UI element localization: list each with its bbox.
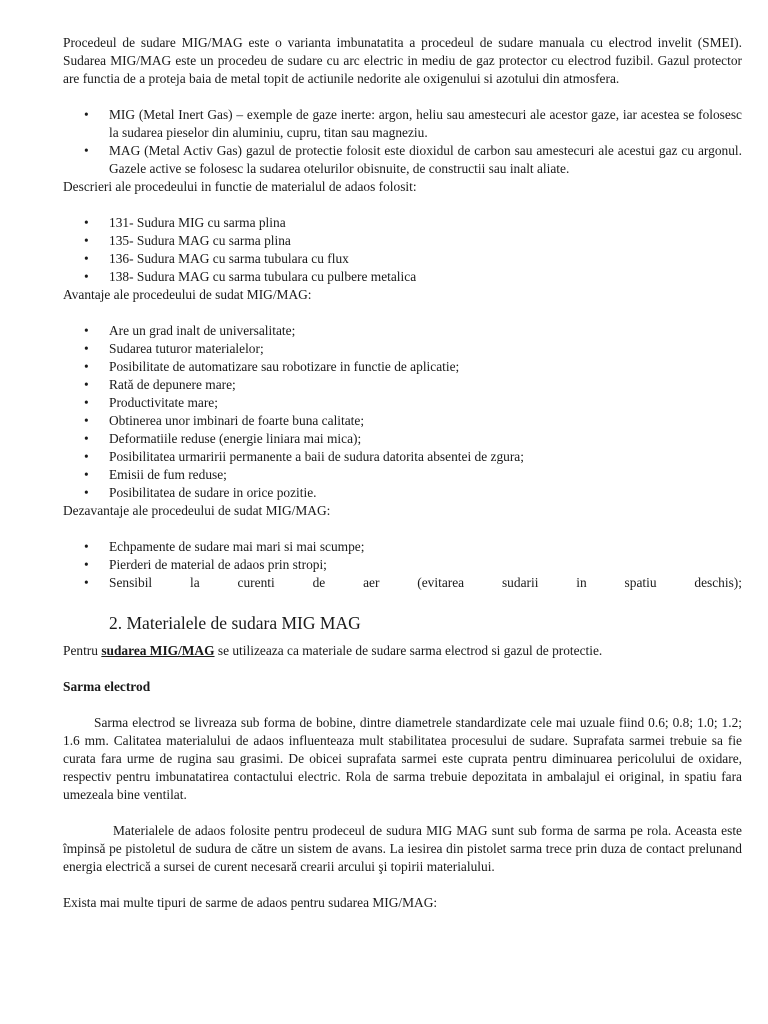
- list-item: • Echpamente de sudare mai mari si mai scumpe;: [63, 538, 742, 556]
- gas-types-list: [63, 106, 742, 178]
- list-item: • Pierderi de material de adaos prin stropi;: [63, 556, 742, 574]
- list-item: • Rată de depunere mare;: [63, 376, 742, 394]
- section-heading: 2. Materialele de sudara MIG MAG: [109, 613, 361, 633]
- descriptions-list: [63, 214, 742, 286]
- advantages-intro: Avantaje ale procedeului de sudat MIG/MAG:: [63, 287, 312, 302]
- paragraph-sarma-electrod: Sarma electrod se livreaza sub forma de bobine, dintre diametrele standardizate cele mai uzuale fiind 0.6; 0.8; 1.0; 1.2; 1.6 mm. Calitatea materialului de adaos influenteaza mult stabilitatea procesului de sudare. Suprafata sarmei trebuie sa fie curata fara urme de rugina sau grasimi. De obicei suprafata sarmei este cuprata pentru diminuarea pericolului de oxidare, respectiv pentru imbunatatirea contactului electric. Rola de sarma trebuie depozitata in ambalajul ei original, in spatiu fara umezeala bine ventilat.: [63, 715, 742, 802]
- list-item: • 135- Sudura MAG cu sarma plina: [63, 232, 742, 250]
- list-item: • Posibilitate de automatizare sau robotizare in functie de aplicatie;: [63, 358, 742, 376]
- document-page: [63, 34, 742, 912]
- paragraph-materiale-adaos: Materialele de adaos folosite pentru prodeceul de sudura MIG MAG sunt sub forma de sarma pe rola. Aceasta este împinsă pe pistoletul de sudura de către un sistem de avans. La iesirea din pistolet sarma trece prin duza de contact prelunand energia electrică a sursei de curent necesară crearii arcului şi topirii materialului.: [63, 823, 742, 874]
- advantages-list: [63, 322, 742, 502]
- list-item: • Deformatiile reduse (energie liniara mai mica);: [63, 430, 742, 448]
- list-item: • Productivitate mare;: [63, 394, 742, 412]
- list-item: • MIG (Metal Inert Gas) – exemple de gaze inerte: argon, heliu sau amestecuri ale acestor gaze, iar acestea se folosesc la sudarea pieselor din aluminiu, cupru, titan sau magneziu.: [63, 106, 742, 142]
- list-item: • Posibilitatea urmaririi permanente a baii de sudura datorita absentei de zgura;: [63, 448, 742, 466]
- sudarea-mig-mag-link[interactable]: sudarea MIG/MAG: [101, 643, 215, 658]
- list-item: • 131- Sudura MIG cu sarma plina: [63, 214, 742, 232]
- list-item: • Are un grad inalt de universalitate;: [63, 322, 742, 340]
- list-item: • 138- Sudura MAG cu sarma tubulara cu pulbere metalica: [63, 268, 742, 286]
- list-item: • 136- Sudura MAG cu sarma tubulara cu flux: [63, 250, 742, 268]
- disadvantages-intro: Dezavantaje ale procedeului de sudat MIG/MAG:: [63, 503, 331, 518]
- list-item: • Sudarea tuturor materialelor;: [63, 340, 742, 358]
- section-intro-after: se utilizeaza ca materiale de sudare sarma electrod si gazul de protectie.: [214, 643, 603, 658]
- list-item: • Obtinerea unor imbinari de foarte buna calitate;: [63, 412, 742, 430]
- intro-paragraph: Procedeul de sudare MIG/MAG este o varianta imbunatatita a procedeul de sudare manuala cu electrod invelit (SMEI). Sudarea MIG/MAG este un procedeu de sudare cu arc electric in mediu de gaz protector cu electrod fuzibil. Gazul protector are functia de a proteja baia de metal topit de actiunile nedorite ale oxigenului si azotului din atmosfera.: [63, 35, 742, 86]
- list-item: • Emisii de fum reduse;: [63, 466, 742, 484]
- subheading-sarma-electrod: Sarma electrod: [63, 679, 151, 694]
- paragraph-tipuri-sarme: Exista mai multe tipuri de sarme de adaos pentru sudarea MIG/MAG:: [63, 895, 438, 910]
- list-item: • Sensibil la curenti de aer (evitarea sudarii in spatiu deschis);: [63, 574, 742, 592]
- list-item: • MAG (Metal Activ Gas) gazul de protectie folosit este dioxidul de carbon sau amestecuri ale acestui gaz cu argonul. Gazele active se folosesc la sudarea otelurilor obisnuite, de constructii sau inalt aliate.: [63, 142, 742, 178]
- disadvantages-list: [63, 538, 742, 592]
- descriptions-intro: Descrieri ale procedeului in functie de materialul de adaos folosit:: [63, 179, 417, 194]
- section-intro: [63, 642, 742, 660]
- list-item: • Posibilitatea de sudare in orice pozitie.: [63, 484, 742, 502]
- section-intro-before: Pentru: [63, 643, 102, 658]
